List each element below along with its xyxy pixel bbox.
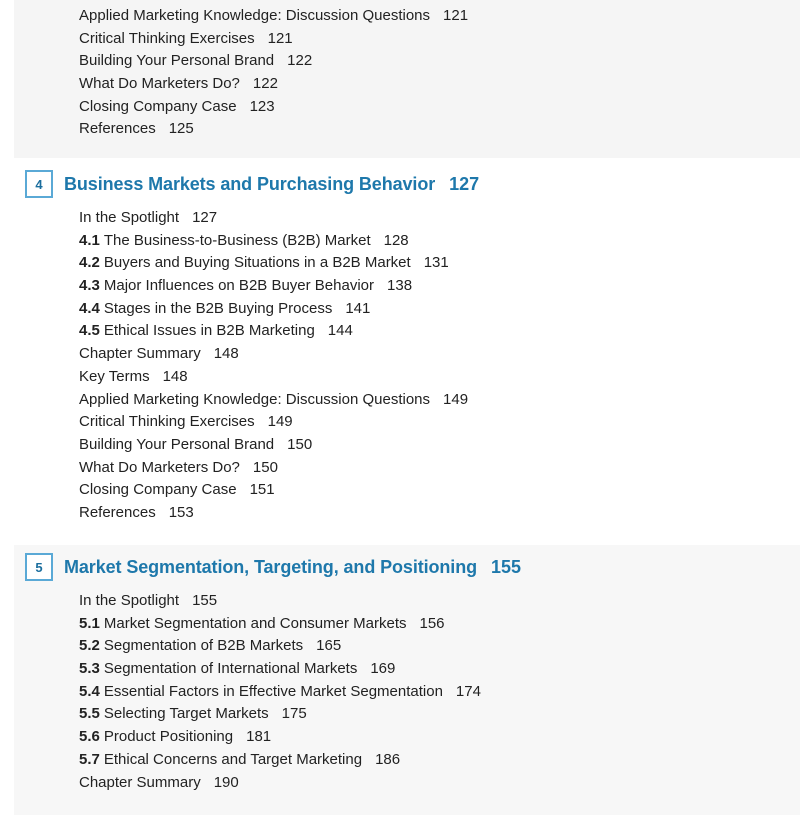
toc-entry[interactable] [79,613,481,636]
entry-page-number: 149 [267,413,293,431]
entry-page-number: 174 [455,682,481,700]
toc-entry[interactable] [79,96,468,119]
entry-label[interactable]: Product Positioning [103,728,234,746]
toc-entry[interactable] [79,343,468,366]
entry-page-number: 121 [443,7,469,24]
entry-label[interactable]: Chapter Summary [79,345,201,363]
entry-label[interactable]: References [79,503,156,521]
entry-label[interactable]: Chapter Summary [79,773,201,791]
entry-label[interactable]: Closing Company Case [79,481,237,499]
section-number: 5.3 [79,660,100,678]
toc-entry[interactable] [79,252,468,275]
entry-page-number: 144 [327,322,353,340]
entry-label[interactable]: Critical Thinking Exercises [79,29,255,47]
section-number: 4.2 [79,254,100,272]
chapter-title[interactable]: Market Segmentation, Targeting, and Positioning [64,556,478,577]
entry-page-number: 125 [168,120,194,138]
entry-label[interactable]: In the Spotlight [79,209,180,226]
toc-entry[interactable] [79,320,468,343]
toc-entry[interactable] [79,658,481,681]
entry-label[interactable]: Building Your Personal Brand [79,435,275,453]
entry-page-number: 131 [423,254,449,272]
entry-page-number: 175 [281,705,307,723]
entry-page-number: 153 [168,503,194,521]
toc-entry[interactable] [79,502,468,525]
toc-entry[interactable] [79,479,468,502]
entry-page-number: 123 [249,97,275,115]
entry-page-number: 141 [345,299,371,317]
entry-page-number: 122 [287,52,313,70]
entry-page-number: 151 [249,481,275,499]
toc-entry[interactable] [79,207,468,230]
entry-label[interactable]: Stages in the B2B Buying Process [103,299,333,317]
entry-page-number: 128 [383,231,409,249]
toc-entry[interactable] [79,389,468,412]
toc-list-chapter-4 [79,207,468,525]
chapter-number-badge: 5 [25,553,53,581]
section-number: 4.4 [79,299,100,317]
section-number: 5.4 [79,682,100,700]
chapter-page-number: 155 [491,556,522,577]
toc-entry[interactable] [79,434,468,457]
entry-label[interactable]: Critical Thinking Exercises [79,413,255,431]
entry-label[interactable]: What Do Marketers Do? [79,458,240,476]
toc-entry[interactable] [79,73,468,96]
entry-label[interactable]: Ethical Issues in B2B Marketing [103,322,315,340]
section-number: 5.7 [79,750,100,768]
entry-page-number: 148 [213,345,239,363]
entry-label[interactable]: Building Your Personal Brand [79,52,275,70]
entry-label[interactable]: Ethical Concerns and Target Marketing [103,750,363,768]
toc-entry[interactable] [79,28,468,51]
entry-label[interactable]: Key Terms [79,367,150,385]
toc-entry[interactable] [79,5,468,28]
chapter-4-heading[interactable] [25,170,479,198]
section-number: 4.3 [79,277,100,295]
entry-label[interactable]: In the Spotlight [79,592,180,609]
toc-entry[interactable] [79,635,481,658]
entry-page-number: 148 [162,367,188,385]
entry-label[interactable]: Applied Marketing Knowledge: Discussion Questions [79,7,431,24]
entry-label[interactable]: The Business-to-Business (B2B) Market [103,231,371,249]
toc-entry[interactable] [79,590,481,613]
toc-entry[interactable] [79,230,468,253]
entry-page-number: 181 [246,728,272,746]
entry-page-number: 122 [252,75,278,93]
entry-page-number: 155 [192,592,218,609]
entry-page-number: 150 [287,435,313,453]
entry-label[interactable]: Applied Marketing Knowledge: Discussion Questions [79,390,431,408]
chapter-number-badge: 4 [25,170,53,198]
toc-entry[interactable] [79,411,468,434]
entry-label[interactable]: Major Influences on B2B Buyer Behavior [103,277,375,295]
toc-entry[interactable] [79,681,481,704]
entry-page-number: 169 [370,660,396,678]
entry-label[interactable]: Closing Company Case [79,97,237,115]
section-number: 5.6 [79,728,100,746]
entry-label[interactable]: Segmentation of International Markets [103,660,358,678]
toc-entry[interactable] [79,726,481,749]
entry-page-number: 149 [443,390,469,408]
entry-page-number: 138 [387,277,413,295]
section-number: 5.5 [79,705,100,723]
toc-list-previous [79,5,468,141]
entry-page-number: 121 [267,29,293,47]
entry-label[interactable]: Buyers and Buying Situations in a B2B Market [103,254,411,272]
section-number: 5.2 [79,637,100,655]
entry-label[interactable]: Essential Factors in Effective Market Segmentation [103,682,443,700]
chapter-5-heading[interactable] [25,553,521,581]
toc-entry[interactable] [79,275,468,298]
entry-page-number: 186 [375,750,401,768]
section-number: 4.5 [79,322,100,340]
chapter-page-number: 127 [449,173,480,194]
entry-label[interactable]: References [79,120,156,138]
toc-entry[interactable] [79,703,481,726]
entry-page-number: 190 [213,773,239,791]
toc-list-chapter-5 [79,590,481,794]
entry-page-number: 156 [419,614,445,632]
toc-entry[interactable] [79,457,468,480]
entry-page-number: 150 [252,458,278,476]
chapter-title[interactable]: Business Markets and Purchasing Behavior [64,173,436,194]
entry-label[interactable]: Selecting Target Markets [103,705,269,723]
toc-entry[interactable] [79,50,468,73]
entry-page-number: 127 [192,209,218,226]
toc-entry[interactable] [79,749,481,772]
toc-entry[interactable] [79,118,468,141]
section-number: 5.1 [79,614,100,632]
entry-label[interactable]: Market Segmentation and Consumer Markets [103,614,407,632]
entry-label[interactable]: Segmentation of B2B Markets [103,637,304,655]
toc-entry[interactable] [79,298,468,321]
section-number: 4.1 [79,231,100,249]
toc-entry[interactable] [79,366,468,389]
entry-page-number: 165 [316,637,342,655]
entry-label[interactable]: What Do Marketers Do? [79,75,240,93]
toc-entry[interactable] [79,772,481,795]
